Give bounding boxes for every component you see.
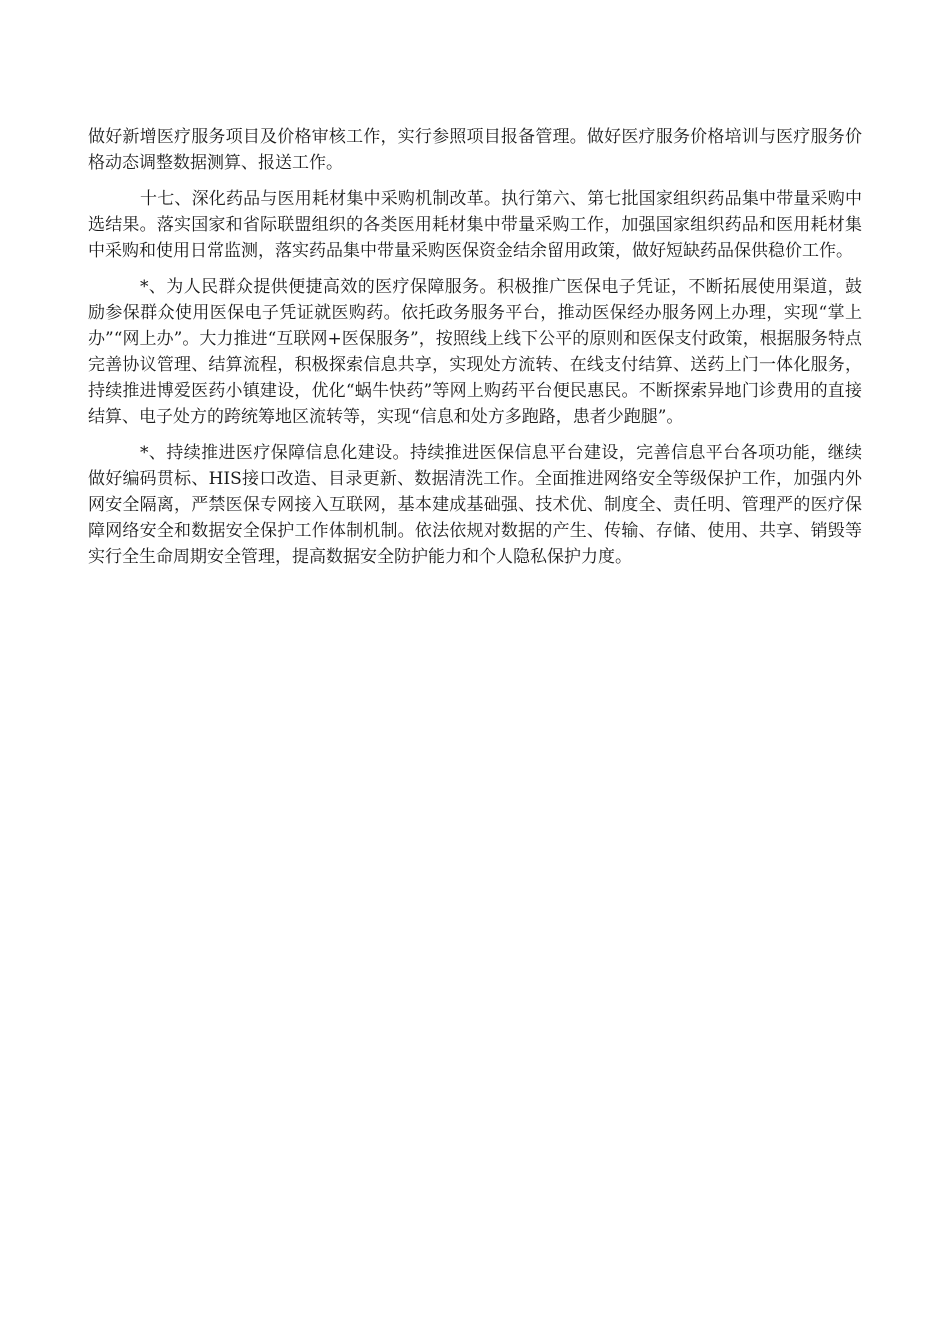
paragraph-medical-service-pricing: 做好新增医疗服务项目及价格审核工作，实行参照项目报备管理。做好医疗服务价格培训与医疗服务价格动态调整数据测算、报送工作。	[88, 127, 862, 173]
paragraph-convenient-services: *、为人民群众提供便捷高效的医疗保障服务。积极推广医保电子凭证，不断拓展使用渠道，鼓励参保群众使用医保电子凭证就医购药。依托政务服务平台，推动医保经办服务网上办理，实现“掌上办”“网上办”。大力推进“互联网+医保服务”，按照线上线下公平的原则和医保支付政策，根据服务特点完善协议管理、结算流程，积极探索信息共享，实现处方流转、在线支付结算、送药上门一体化服务，持续推进博爱医药小镇建设，优化“蜗牛快药”等网上购药平台便民惠民。不断探索异地门诊费用的直接结算、电子处方的跨统筹地区流转等，实现“信息和处方多跑路，患者少跑腿”。	[88, 277, 862, 427]
paragraph-informatization: *、持续推进医疗保障信息化建设。持续推进医保信息平台建设，完善信息平台各项功能，继续做好编码贯标、HIS接口改造、目录更新、数据清洗工作。全面推进网络安全等级保护工作，加强内外网安全隔离，严禁医保专网接入互联网，基本建成基础强、技术优、制度全、责任明、管理严的医疗保障网络安全和数据安全保护工作体制机制。依法依规对数据的产生、传输、存储、使用、共享、销毁等实行全生命周期安全管理，提高数据安全防护能力和个人隐私保护力度。	[88, 443, 862, 567]
document-body	[88, 124, 862, 580]
paragraph-centralized-procurement: 十七、深化药品与医用耗材集中采购机制改革。执行第六、第七批国家组织药品集中带量采购中选结果。落实国家和省际联盟组织的各类医用耗材集中带量采购工作，加强国家组织药品和医用耗材集中采购和使用日常监测，落实药品集中带量采购医保资金结余留用政策，做好短缺药品保供稳价工作。	[88, 189, 862, 261]
